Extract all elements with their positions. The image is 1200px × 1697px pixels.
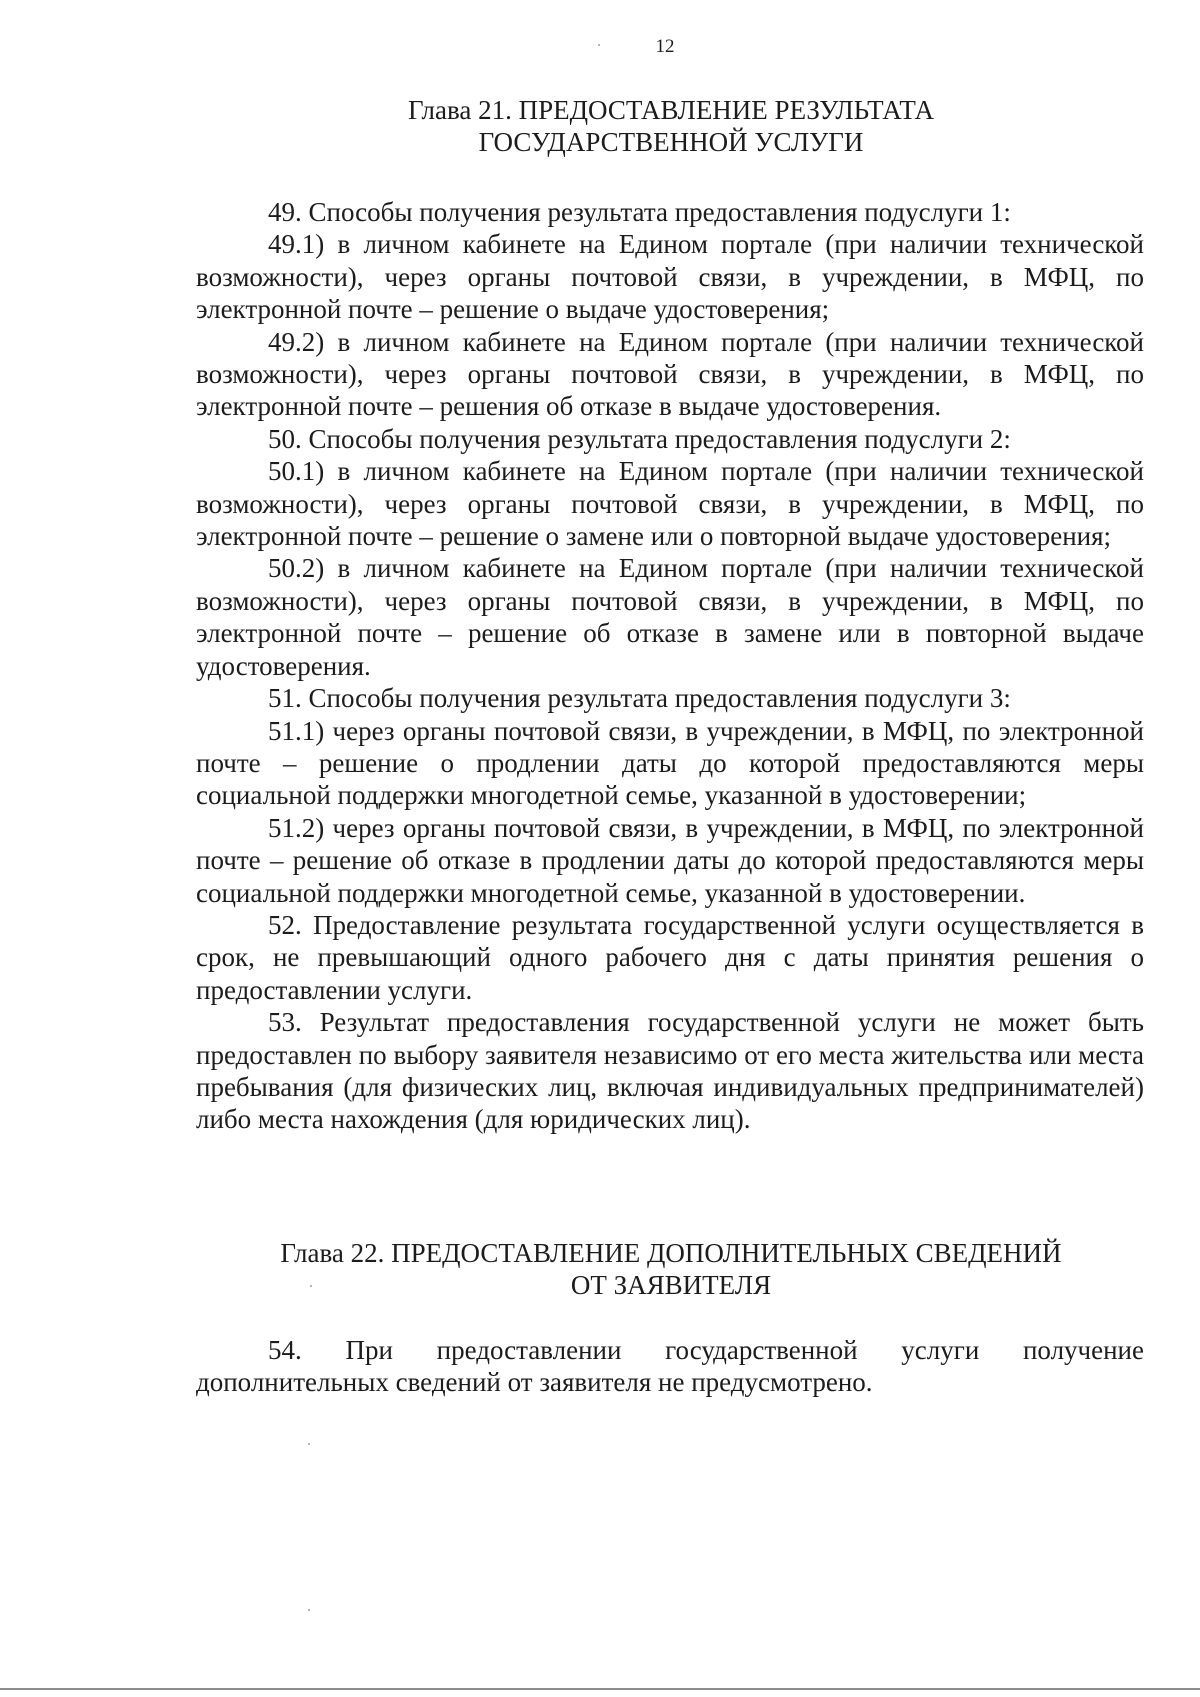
chapter-21-title-line-2: ГОСУДАРСТВЕННОЙ УСЛУГИ: [478, 127, 864, 157]
chapter-22-body: [196, 1334, 1144, 1399]
chapter-21-title-line-1: Глава 21. ПРЕДОСТАВЛЕНИЕ РЕЗУЛЬТАТА: [407, 95, 935, 125]
scan-edge-line: [0, 1688, 1200, 1690]
paragraph-51-1: 51.1) через органы почтовой связи, в учреждении, в МФЦ, по электронной почте – решение о продлении даты до которой предоставляются меры социальной поддержки многодетной семье, указанной в удостоверении;: [196, 715, 1144, 811]
scan-speck: [598, 44, 600, 46]
paragraph-54: 54. При предоставлении государственной услуги получение дополнительных сведений от заявителя не предусмотрено.: [196, 1335, 1144, 1398]
paragraph-49-2: 49.2) в личном кабинете на Едином портале (при наличии технической возможности), через органы почтовой связи, в учреждении, в МФЦ, по электронной почте – решения об отказе в выдаче удостоверения.: [196, 326, 1144, 422]
paragraph-53: 53. Результат предоставления государственной услуги не может быть предоставлен по выбору заявителя независимо от его места жительства или места пребывания (для физических лиц, включая индивидуальных предпринимателей) либо места нахождения (для юридических лиц).: [196, 1007, 1144, 1135]
paragraph-50: 50. Способы получения результата предоставления подуслуги 2:: [268, 423, 1011, 454]
scan-speck: [308, 1443, 310, 1445]
paragraph-49-1: 49.1) в личном кабинете на Едином портале (при наличии технической возможности), через органы почтовой связи, в учреждении, в МФЦ, по электронной почте – решение о выдаче удостоверения;: [196, 229, 1144, 325]
paragraph-52: 52. Предоставление результата государственной услуги осуществляется в срок, не превышающий одного рабочего дня с даты принятия решения о предоставлении услуги.: [196, 909, 1144, 1005]
paragraph-51: 51. Способы получения результата предоставления подуслуги 3:: [268, 683, 1011, 714]
paragraph-50-2: 50.2) в личном кабинете на Едином портале (при наличии технической возможности), через органы почтовой связи, в учреждении, в МФЦ, по электронной почте – решение об отказе в замене или в повторной выдаче удостоверения.: [196, 553, 1144, 681]
scan-speck: [310, 1285, 312, 1287]
paragraph-50-1: 50.1) в личном кабинете на Едином портале (при наличии технической возможности), через органы почтовой связи, в учреждении, в МФЦ, по электронной почте – решение о замене или о повторной выдаче удостоверения;: [196, 456, 1144, 552]
paragraph-51-2: 51.2) через органы почтовой связи, в учреждении, в МФЦ, по электронной почте – решение об отказе в продлении даты до которой предоставляются меры социальной поддержки многодетной семье, указанной в удостоверении.: [196, 812, 1144, 908]
scan-speck: [308, 1609, 310, 1611]
chapter-22-heading: [196, 1237, 1146, 1301]
chapter-22-title-line-1: Глава 22. ПРЕДОСТАВЛЕНИЕ ДОПОЛНИТЕЛЬНЫХ СВЕДЕНИЙ: [280, 1238, 1062, 1268]
page-number: 12: [655, 36, 675, 57]
paragraph-49: 49. Способы получения результата предоставления подуслуги 1:: [268, 197, 1011, 227]
chapter-21-body: [196, 196, 1144, 1136]
chapter-22-title-line-2: ОТ ЗАЯВИТЕЛЯ: [570, 1270, 772, 1300]
chapter-21-heading: [196, 94, 1146, 158]
